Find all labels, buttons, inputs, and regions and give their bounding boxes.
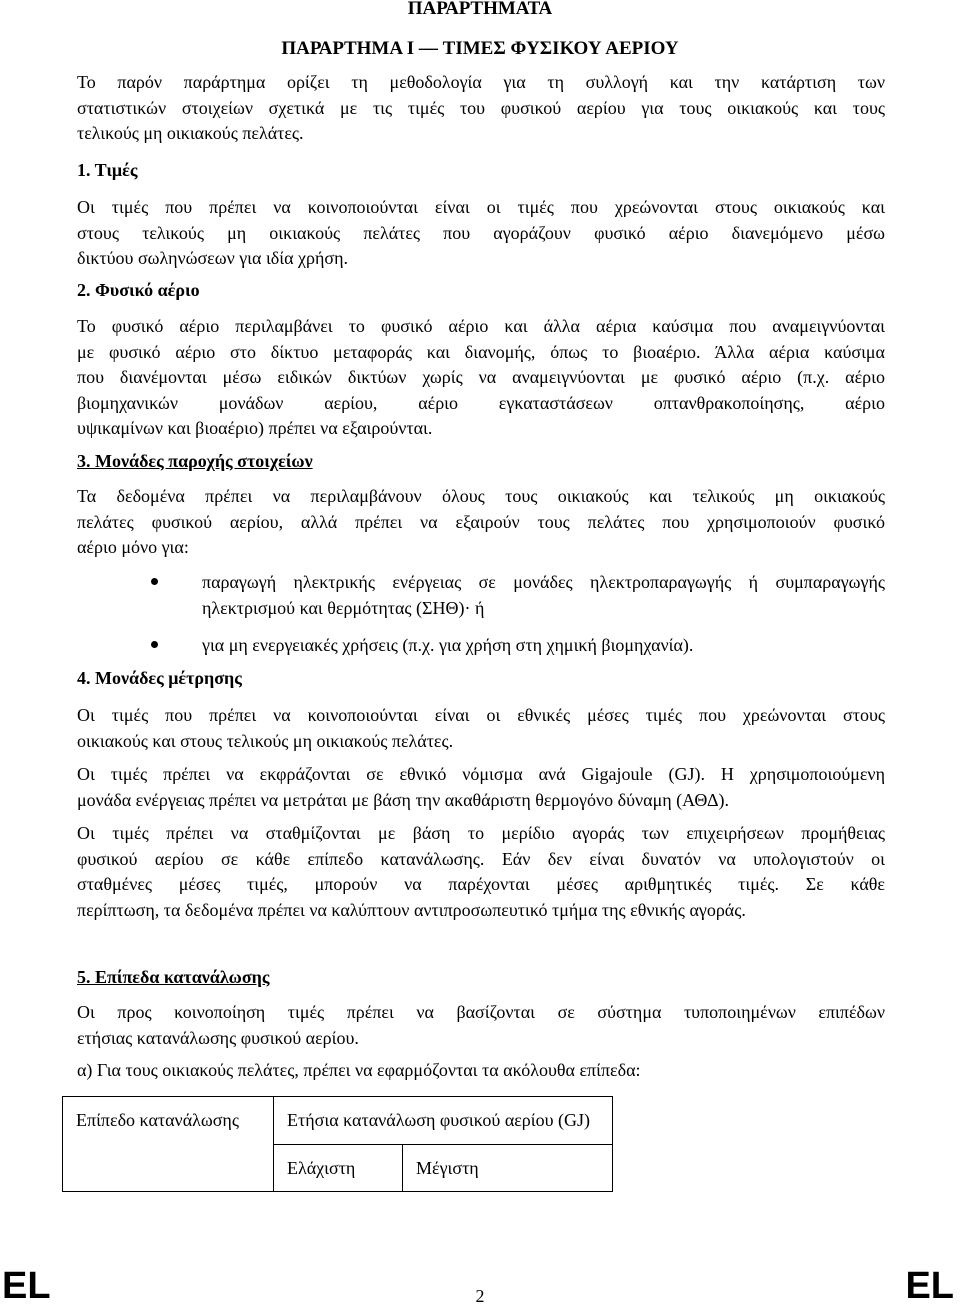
table-subheader-cell: Ελάχιστη	[274, 1144, 403, 1192]
section-5-paragraph-1	[77, 1000, 885, 1051]
section-2-line: βιομηχανικών μονάδων αερίου, αέριο εγκαταστάσεων οπτανθρακοποίησης, αέριο	[77, 392, 885, 413]
section-1-paragraph	[77, 195, 885, 272]
section-2-line: που διανέμονται μέσω ειδικών δικτύων χωρίς να αναμειγνύονται με φυσικό αέριο (π.χ. αέριο	[77, 367, 885, 387]
table-subheader-cell: Μέγιστη	[403, 1144, 613, 1192]
section-5-heading: 5. Επίπεδα κατανάλωσης	[77, 967, 270, 987]
section-1-line: στους τελικούς μη οικιακούς πελάτες που αγοράζουν φυσικό αέριο διανεμόμενο μέσω	[77, 222, 885, 243]
section-1-line: Οι τιμές που πρέπει να κοινοποιούνται είναι οι τιμές που χρεώνονται στους οικιακούς και	[77, 197, 885, 217]
section-3-line: Τα δεδομένα πρέπει να περιλαμβάνουν όλους τους οικιακούς και τελικούς μη οικιακούς	[77, 486, 885, 506]
intro-paragraph	[77, 70, 885, 147]
section-5-paragraph-2: α) Για τους οικιακούς πελάτες, πρέπει να εφαρμόζονται τα ακόλουθα επίπεδα:	[77, 1060, 641, 1080]
bullet-line: συμπαραγωγής ηλεκτρισμού και θερμότητας (ΣΗΘ)· ή	[202, 572, 885, 618]
section-3-line: πελάτες φυσικού αερίου, αλλά πρέπει να εξαιρούν τους πελάτες που χρησιμοποιούν φυσικό	[77, 511, 885, 532]
intro-line: τελικούς μη οικιακούς πελάτες.	[77, 123, 304, 143]
section-2-line: με φυσικό αέριο στο δίκτυο μεταφοράς και διανομής, όπως το βιοαέριο. Άλλα αέρια καύσιμα	[77, 341, 885, 362]
section-4-line: μονάδα ενέργειας πρέπει να μετράται με βάση την ακαθάριστη θερμογόνο δύναμη (ΑΘΔ).	[77, 789, 730, 810]
section-4-paragraph-3	[77, 821, 885, 923]
bullet-item	[202, 633, 885, 659]
section-4-line: Οι τιμές που πρέπει να κοινοποιούνται είναι οι εθνικές μέσες τιμές που χρεώνονται στους	[77, 705, 885, 725]
section-2-line: υψικαμίνων και βιοαέριο) πρέπει να εξαιρούνται.	[77, 418, 433, 438]
section-2-paragraph	[77, 314, 885, 442]
section-4-line: περίπτωση, τα δεδομένα πρέπει να καλύπτουν αντιπροσωπευτικό τμήμα της εθνικής αγοράς.	[77, 899, 746, 920]
footer-language-right: EL	[905, 1265, 954, 1307]
section-2-line: Το φυσικό αέριο περιλαμβάνει το φυσικό αέριο και άλλα αέρια καύσιμα που αναμειγνύονται	[77, 316, 885, 336]
section-3-paragraph	[77, 484, 885, 561]
bullet-line: παραγωγή ηλεκτρικής ενέργειας σε μονάδες ηλεκτροπαραγωγής ή	[202, 572, 759, 592]
intro-line: Το παρόν παράρτημα ορίζει τη μεθοδολογία για τη συλλογή και την κατάρτιση των	[77, 72, 885, 92]
bullet-icon	[151, 578, 158, 585]
section-4-line: Οι τιμές πρέπει να σταθμίζονται με βάση το μερίδιο αγοράς των επιχειρήσεων προμήθειας	[77, 823, 885, 843]
bullet-icon	[151, 641, 158, 648]
bullet-line: για μη ενεργειακές χρήσεις (π.χ. για χρήση στη χημική βιομηχανία).	[202, 635, 694, 655]
table-header-cell: Επίπεδο κατανάλωσης	[63, 1097, 274, 1192]
section-1-line: δικτύου σωληνώσεων για ιδία χρήση.	[77, 248, 349, 268]
section-1-heading: 1. Τιμές	[77, 160, 138, 180]
section-4-paragraph-1	[77, 703, 885, 754]
annex-subtitle: ΠΑΡΑΡΤΗΜΑ I — ΤΙΜΕΣ ΦΥΣΙΚΟΥ ΑΕΡΙΟΥ	[281, 38, 679, 59]
section-2-heading: 2. Φυσικό αέριο	[77, 280, 200, 300]
section-4-paragraph-2	[77, 762, 885, 813]
section-3-heading: 3. Μονάδες παροχής στοιχείων	[77, 451, 313, 471]
section-4-line: σταθμένες μέσες τιμές, μπορούν να παρέχονται μέσες αριθμητικές τιμές. Σε κάθε	[77, 874, 885, 894]
bullet-item	[202, 570, 885, 621]
section-4-line: οικιακούς και στους τελικούς μη οικιακούς πελάτες.	[77, 730, 454, 751]
footer-language-left: EL	[2, 1265, 51, 1307]
consumption-levels-table	[62, 1096, 613, 1192]
intro-line: στατιστικών στοιχείων σχετικά με τις τιμές του φυσικού αερίου για τους οικιακούς και τους	[77, 97, 885, 118]
section-4-line: Οι τιμές πρέπει να εκφράζονται σε εθνικό νόμισμα ανά Gigajoule (GJ). Η χρησιμοποιούμενη	[77, 764, 885, 784]
annex-title: ΠΑΡΑΡΤΗΜΑΤΑ	[407, 0, 553, 19]
section-3-line: αέριο μόνο για:	[77, 537, 189, 557]
section-5-line: Οι προς κοινοποίηση τιμές πρέπει να βασίζονται σε σύστημα τυποποιημένων επιπέδων	[77, 1002, 885, 1022]
section-4-line: φυσικού αερίου σε κάθε επίπεδο κατανάλωσης. Εάν δεν είναι δυνατόν να υπολογιστούν οι	[77, 848, 885, 869]
table-row	[63, 1097, 613, 1145]
section-5-line: ετήσιας κατανάλωσης φυσικού αερίου.	[77, 1027, 359, 1048]
page-number: 2	[475, 1286, 485, 1306]
table-header-cell: Ετήσια κατανάλωση φυσικού αερίου (GJ)	[274, 1097, 613, 1145]
section-4-heading: 4. Μονάδες μέτρησης	[77, 668, 242, 688]
